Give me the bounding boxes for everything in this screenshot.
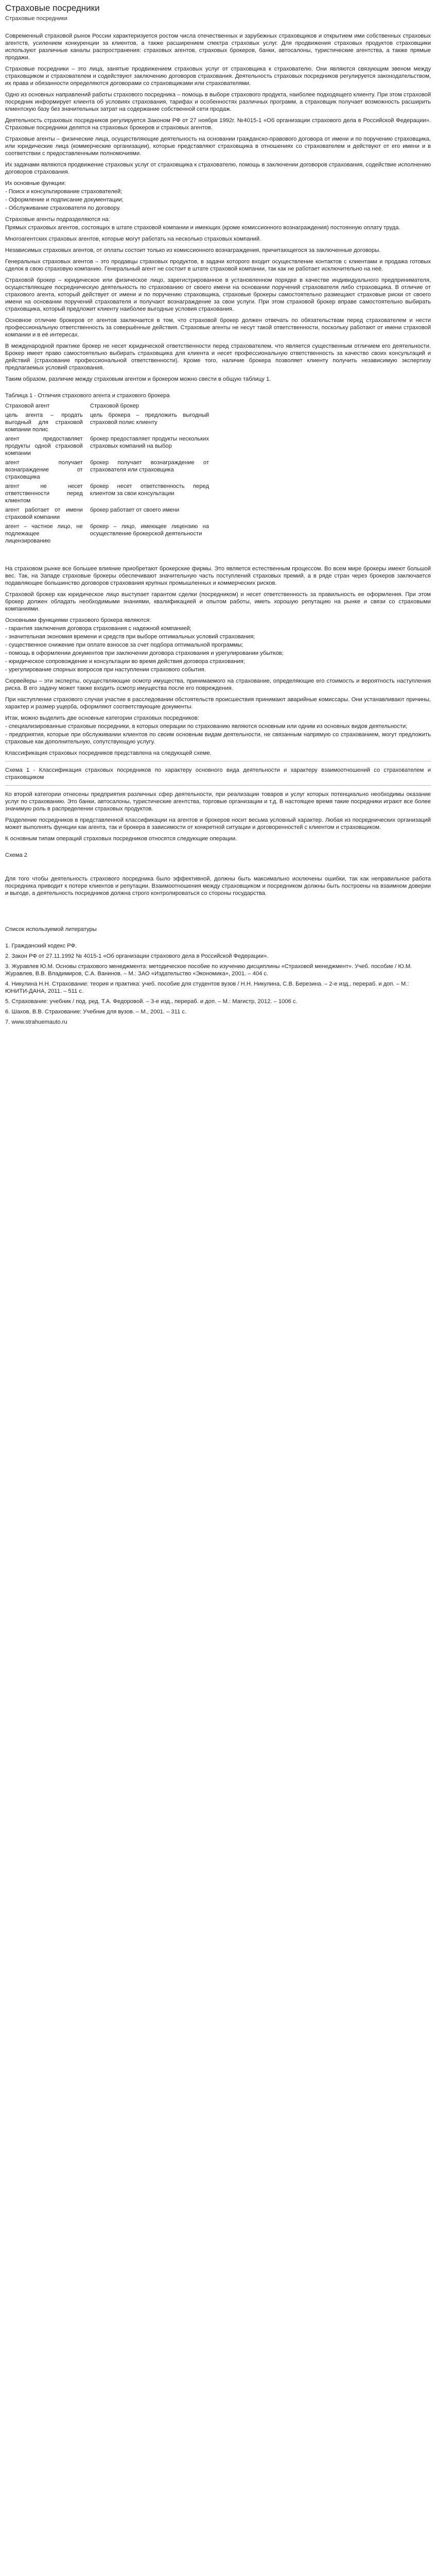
agent-types-title: Страховые агенты подразделяются на:: [5, 216, 110, 223]
paragraph: Основными функциями страхового брокера являются:: [5, 617, 151, 623]
list-item: - существенное снижение при оплате взносов за счет подбора оптимальной программы;: [5, 642, 243, 648]
table-row: [5, 506, 211, 523]
table-header-cell: Страховой брокер: [90, 403, 139, 409]
table-header-cell: Страховой агент: [5, 403, 50, 409]
paragraph: Итак, можно выделить две основные категории страховых посредников:: [5, 715, 199, 721]
table-cell: агент предоставляет продукты одной страховой компании: [5, 436, 83, 456]
paragraph: Для того чтобы деятельность страхового посредника было эффективной, должны быть максимально исключены ошибки, так как неправильное работа посредника приводит к потере клиентов и репутации. Взаимоотношения между страховщиком и посредником должны быть построены на взаимном доверии и выгоде, а деятельность посредников должна строго контролироваться со стороны государства.: [5, 876, 431, 896]
table-cell: брокер предоставляет продукты нескольких страховых компаний на выбор: [90, 436, 209, 449]
table-cell: брокер работает от своего имени: [90, 507, 180, 513]
list-item: - юридическое сопровождение и консультации во время действия договора страхования;: [5, 658, 245, 665]
table-row: [5, 523, 211, 547]
paragraph: Деятельность страховых посредников регулируется Законом РФ от 27 ноября 1992г. №4015-1 «Об организации страхового дела в Российской Федерации». Страховые посредники делятся на страховых брокеров и страховых агентов.: [5, 117, 431, 131]
paragraph: Ко второй категории отнесены предприятия различных сфер деятельности, при реализации товаров и услуг которых потенциально необходимы оказание услуг по страхованию. Это банки, автосалоны, туристические агентства, торговые организации и т.д. В настоящее время такие посредники играют все более значимую роль в распределении страховых продуктов.: [5, 791, 431, 812]
reference-item: 6. Шахов, В.В. Страхование: Учебник для вузов. – М., 2001. – 311 с.: [5, 1009, 187, 1015]
paragraph: Современный страховой рынок России характеризуется ростом числа отечественных и зарубежных страховщиков и открытием ими собственных страховых агентств, усилением конкуренции за клиентов, а также расширением спектра страховых услуг. Для продвижения страховых продуктов страховщики используют различные каналы распространения: страховых агентов, страховых брокеров, банки, автосалоны, туристические агентства, а также прямые продажи.: [5, 33, 431, 61]
reference-item: 5. Страхование: учебник / под. ред. Т.А. Федоровой. – 3-е изд., перераб. и доп. – М.: Магистр, 2012. – 1006 с.: [5, 998, 298, 1005]
document-page: [0, 0, 436, 1034]
reference-item: 4. Никулина Н.Н. Страхование: теория и практика: учеб. пособие для студентов вузов / Н.Н. Никулина, С.В. Березина. – 2-е изд., перераб. и доп. – М.: ЮНИТИ-ДАНА, 2011. – 511 с.: [5, 981, 409, 994]
references-title: Список используемой литературы: [5, 926, 97, 933]
scheme-caption: Схема 1 - Классификация страховых посредников по характеру основного вида деятельности и характеру взаимоотношений со страхователем и страховщиком: [5, 767, 431, 781]
table-cell: агент не несет ответственности перед клиентом: [5, 483, 83, 504]
table-cell: брокер несет ответственность перед клиентом за свои консультации: [90, 483, 209, 497]
reference-link[interactable]: 7. www.strahuemauto.ru: [5, 1019, 67, 1025]
comparison-table: [5, 402, 211, 547]
reference-item: 2. Закон РФ от 27.11.1992 № 4015-1 «Об организации страхового дела в Российской Федерации».: [5, 953, 269, 959]
reference-item: 1. Гражданский кодекс РФ.: [5, 943, 77, 949]
list-item: - предприятия, которые при обслуживании клиентов по своим основным видам деятельности, не связанным напрямую со страхованием, могут предложить страховые как дополнительную, сопутствующую услугу.: [5, 732, 431, 745]
paragraph: В международной практике брокер не несет юридической ответственности перед страхователем, что является существенным отличием его деятельности. Брокер имеет право самостоятельно выбирать страховщика для клиента и несет профессиональную ответственность за качество своих консультаций и действий (страхование профессиональной ответственности). Кроме того, наличие брокера позволяет клиенту получить независимую экспертизу предлагаемых условий страхования.: [5, 343, 431, 371]
list-item: - специализированные страховые посредники, в которых операции по страхованию являются основным или одним из основных видов деятельности;: [5, 723, 408, 730]
paragraph: Разделение посредников в представленной классификации на агентов и брокеров носит весьма условный характер. Любая из посреднических организаций может выполнять функции как агента, так и брокера в зависимости от конкретной ситуации и договоренностей с клиентом и страховщиком.: [5, 817, 431, 831]
table-caption: Таблица 1 - Отличия страхового агента и страхового брокера: [5, 393, 170, 399]
table-cell: брокер получает вознаграждение от страхователя или страховщика: [90, 460, 209, 473]
table-cell: цель брокера – предложить выгодный страховой полис клиенту: [90, 412, 209, 426]
paragraph: Классификация страховых посредников представлена на следующей схеме.: [5, 750, 212, 756]
table-cell: агент – частное лицо, не подлежащее лицензированию: [5, 523, 83, 544]
table-cell: брокер – лицо, имеющее лицензию на осуществление брокерской деятельности: [90, 523, 209, 537]
list-item: - Обслуживание страхователя по договору.: [5, 205, 121, 211]
paragraph: К основным типам операций страховых посредников относятся следующие операции.: [5, 836, 237, 842]
paragraph: Страховой брокер как юридическое лицо выступает гарантом сделки (посредником) и несет ответственность за правильность ее оформления. При этом брокер должен обладать необходимыми знаниями, квалификацией и опытом работы, иметь хорошую репутацию на рынке и связи со страховыми компаниями.: [5, 591, 431, 612]
paragraph: Страховые посредники – это лица, занятые продвижением страховых услуг от страховщика к страхователю. Они являются связующим звеном между страховщиком и страхователем и содействуют заключению договоров страхования. Деятельность страховых посредников регулируется законодательством, их права и обязанности определяются договорами со страховщиками или страхователями.: [5, 66, 431, 87]
paragraph: Генеральных страховых агентов – это продавцы страховых продуктов, в задачи которого входит осуществление контактов с клиентами и продажа готовых сделок в свою страховую компанию. Генеральный агент не состоит в штате страховой компании, так как не работает исключительно на неё.: [5, 259, 431, 272]
list-item: - Поиск и консультирование страхователей;: [5, 189, 123, 195]
reference-item: 3. Журавлев Ю.М. Основы страхового менеджмента: методическое пособие по изучению дисциплины «Страховой менеджмент». Учеб. пособие / Ю.М. Журавлев, В.В. Владимиров, С.А. Ванинов. – М.: ЗАО «Издательство «Экономика», 2001. – 404 с.: [5, 963, 412, 977]
functions-title: Их основные функции:: [5, 180, 66, 187]
table-header-row: [5, 402, 211, 412]
paragraph: Одно из основных направлений работы страхового посредника – помощь в выборе страхового продукта, наиболее подходящего клиенту. При этом страховой посредник информирует клиента об условиях страхования, тарифах и особенностях различных программ, а страховщик получает возможность расширить клиентскую базу без значительных затрат на содержание собственной сети продаж.: [5, 92, 431, 112]
table-cell: агент работает от имени страховой компании: [5, 507, 83, 520]
paragraph: Независимых страховых агентов, от оплаты состоит только из комиссионного вознаграждения, причитающегося за заключенные договоры.: [5, 247, 381, 253]
paragraph: Таким образом, различие между страховым агентом и брокером можно свести в общую таблицу 1.: [5, 376, 271, 382]
list-item: - Оформление и подписание документации;: [5, 197, 124, 203]
table-row: [5, 459, 211, 483]
paragraph: Сюрвейеры – эти эксперты, осуществляющие осмотр имущества, принимаемого на страхование, определяющие его стоимость и вероятность наступления риска. В его задачу может также входить осмотр имущества после его повреждения.: [5, 678, 431, 691]
paragraph: Их задачами являются продвижение страховых услуг от страховщика к страхователю, помощь в заключении договоров страхования, содействие исполнению договоров страхования.: [5, 162, 431, 175]
table-row: [5, 483, 211, 506]
paragraph: Прямых страховых агентов, состоящих в штате страховой компании и имеющих (кроме комиссионного вознаграждения) постоянную оплату труда.: [5, 225, 400, 231]
table-row: [5, 435, 211, 459]
breadcrumb: Страховые посредники: [5, 15, 67, 22]
paragraph: Страховой брокер – юридическое или физическое лицо, зарегистрированное в установленном порядке в качестве индивидуального предпринимателя, осуществляющее посредническую деятельность по страхованию от своего имени на основании поручений страхователя либо страховщика. В отличие от страхового агента, который действует от имени и по поручению страховщика, страховые брокеры самостоятельно размещают страховые риски от своего имени на основании поручений страхователя и получают вознаграждение за свои услуги. При этом страховой брокер вправе самостоятельно выбирать страховщика, который предложит клиенту наиболее выгодные условия страхования.: [5, 277, 431, 312]
scheme-caption: Схема 2: [5, 852, 28, 858]
table-cell: цель агента – продать выгодный для страховой компании полис: [5, 412, 83, 433]
page-title: Страховые посредники: [5, 3, 100, 13]
list-item: - помощь в оформлении документов при заключении договора страхования и урегулировании убытков;: [5, 650, 284, 656]
paragraph: На страховом рынке все большее влияние приобретают брокерские фирмы. Это является естественным процессом. Во всем мире брокеры имеют большой вес. Так, на Западе страховые брокеры обеспечивают значительную часть поступлений страховых премий, а в ряде стран через брокеров заключается подавляющее большинство договоров страхования крупных промышленных и коммерческих рисков.: [5, 566, 431, 586]
list-item: - значительная экономия времени и средств при выборе оптимальных условий страхования;: [5, 634, 255, 640]
paragraph: Страховые агенты – физические лица, осуществляющие деятельность на основании гражданско-правового договора от имени и по поручению страховщика, или юридические лица (коммерческие организации), которые представляют страховщика в отношениях со страхователем и действуют от его имени и в соответствии с предоставленными полномочиями.: [5, 136, 431, 157]
list-item: - гарантия заключения договора страхования с надежной компанией;: [5, 625, 191, 632]
paragraph: Многоагентских страховых агентов, которые могут работать на несколько страховых компаний.: [5, 236, 261, 242]
table-cell: агент получает вознаграждение от страховщика: [5, 460, 83, 480]
list-item: - урегулирование спорных вопросов при наступлении страхового события.: [5, 667, 206, 673]
paragraph: Основное отличие брокеров от агентов заключается в том, что страховой брокер должен отвечать по обязательствам перед страхователем и нести профессиональную ответственность за совершённые действия. Страховые агенты не несут такой ответственности, поскольку работают от имени страховой компании и в её интересах.: [5, 317, 431, 338]
table-row: [5, 412, 211, 435]
divider: [5, 785, 431, 786]
paragraph: При наступлении страхового случая участие в расследовании обстоятельств происшествия принимают аварийные комиссары. Они устанавливают причины, характер и размер ущерба, оформляют соответствующие документы.: [5, 697, 431, 710]
